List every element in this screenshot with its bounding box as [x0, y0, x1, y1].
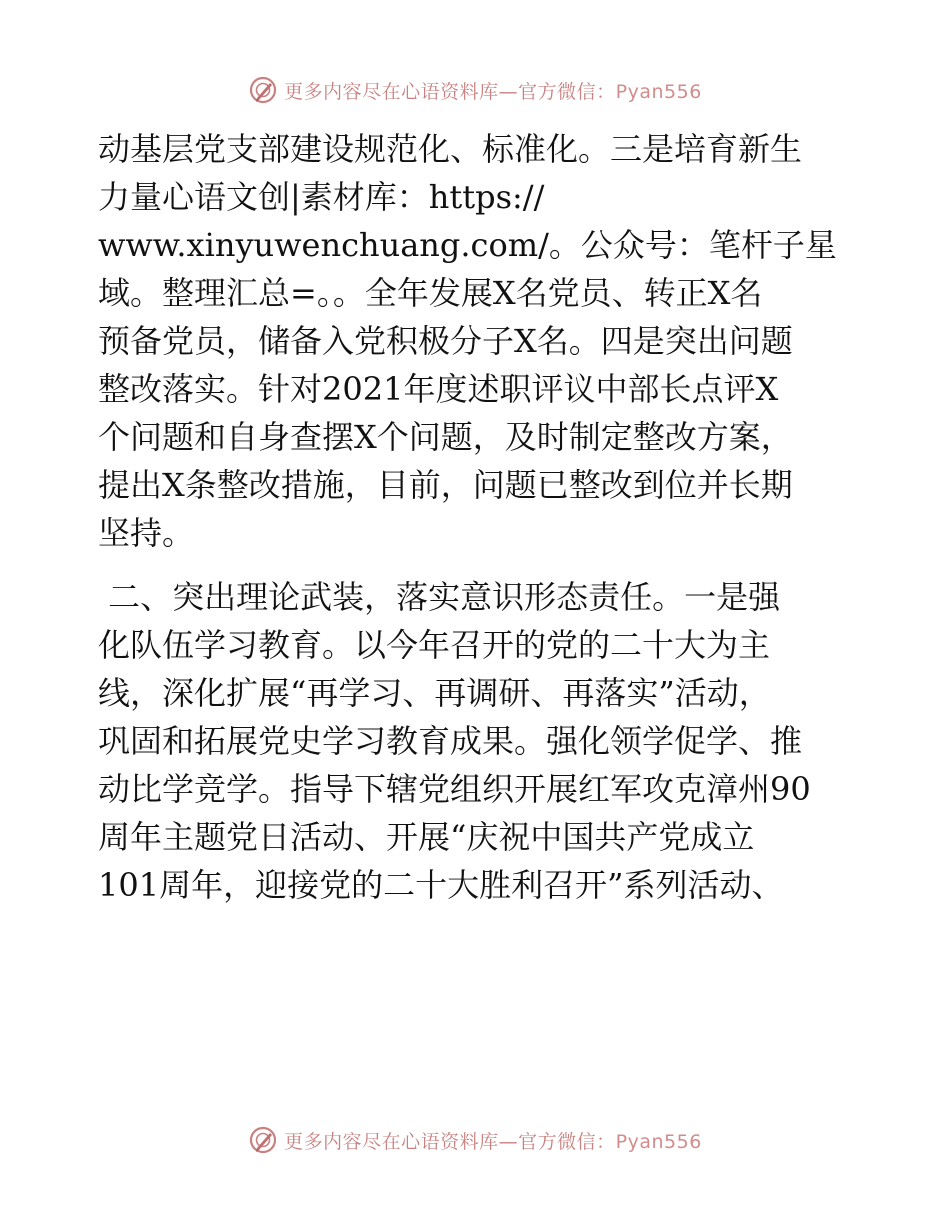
- footer-watermark: [0, 1120, 950, 1160]
- paragraph-2: [98, 573, 868, 909]
- text-line: www.xinyuwenchuang.com/。公众号：笔杆子星: [98, 226, 837, 264]
- watermark-text: [284, 77, 702, 104]
- document-body: [98, 125, 868, 909]
- watermark-text: [284, 1127, 702, 1154]
- text-line: 坚持。: [98, 514, 195, 552]
- text-line: 整改落实。针对2021年度述职评议中部长点评X: [98, 370, 779, 408]
- header-watermark: [0, 70, 950, 110]
- text-line: 预备党员，储备入党积极分子X名。四是突出问题: [98, 322, 793, 360]
- text-line: 力量心语文创|素材库：https://: [98, 178, 545, 216]
- pen-logo-icon: [248, 1125, 278, 1155]
- watermark-wechat-id: Pyan556: [615, 80, 702, 103]
- text-line: 个问题和自身查摆X个问题，及时制定整改方案，: [98, 418, 793, 456]
- watermark-label: 更多内容尽在心语资料库—官方微信：: [284, 1130, 616, 1153]
- watermark-label: 更多内容尽在心语资料库—官方微信：: [284, 80, 616, 103]
- text-line: 二、突出理论武装，落实意识形态责任。一是强: [98, 578, 781, 616]
- text-line: 101周年，迎接党的二十大胜利召开”系列活动、: [98, 866, 784, 904]
- text-line: 动比学竞学。指导下辖党组织开展红军攻克漳州90: [98, 770, 811, 808]
- paragraph-1: [98, 125, 868, 557]
- text-line: 动基层党支部建设规范化、标准化。三是培育新生: [98, 130, 803, 168]
- text-line: 巩固和拓展党史学习教育成果。强化领学促学、推: [98, 722, 803, 760]
- text-line: 域。整理汇总=。。全年发展X名党员、转正X名: [98, 274, 763, 312]
- text-line: 提出X条整改措施，目前，问题已整改到位并长期: [98, 466, 793, 504]
- text-line: 周年主题党日活动、开展“庆祝中国共产党成立: [98, 818, 755, 856]
- pen-logo-icon: [248, 75, 278, 105]
- watermark-wechat-id: Pyan556: [615, 1130, 702, 1153]
- text-line: 线，深化扩展“再学习、再调研、再落实”活动，: [98, 674, 771, 712]
- text-line: 化队伍学习教育。以今年召开的党的二十大为主: [98, 626, 771, 664]
